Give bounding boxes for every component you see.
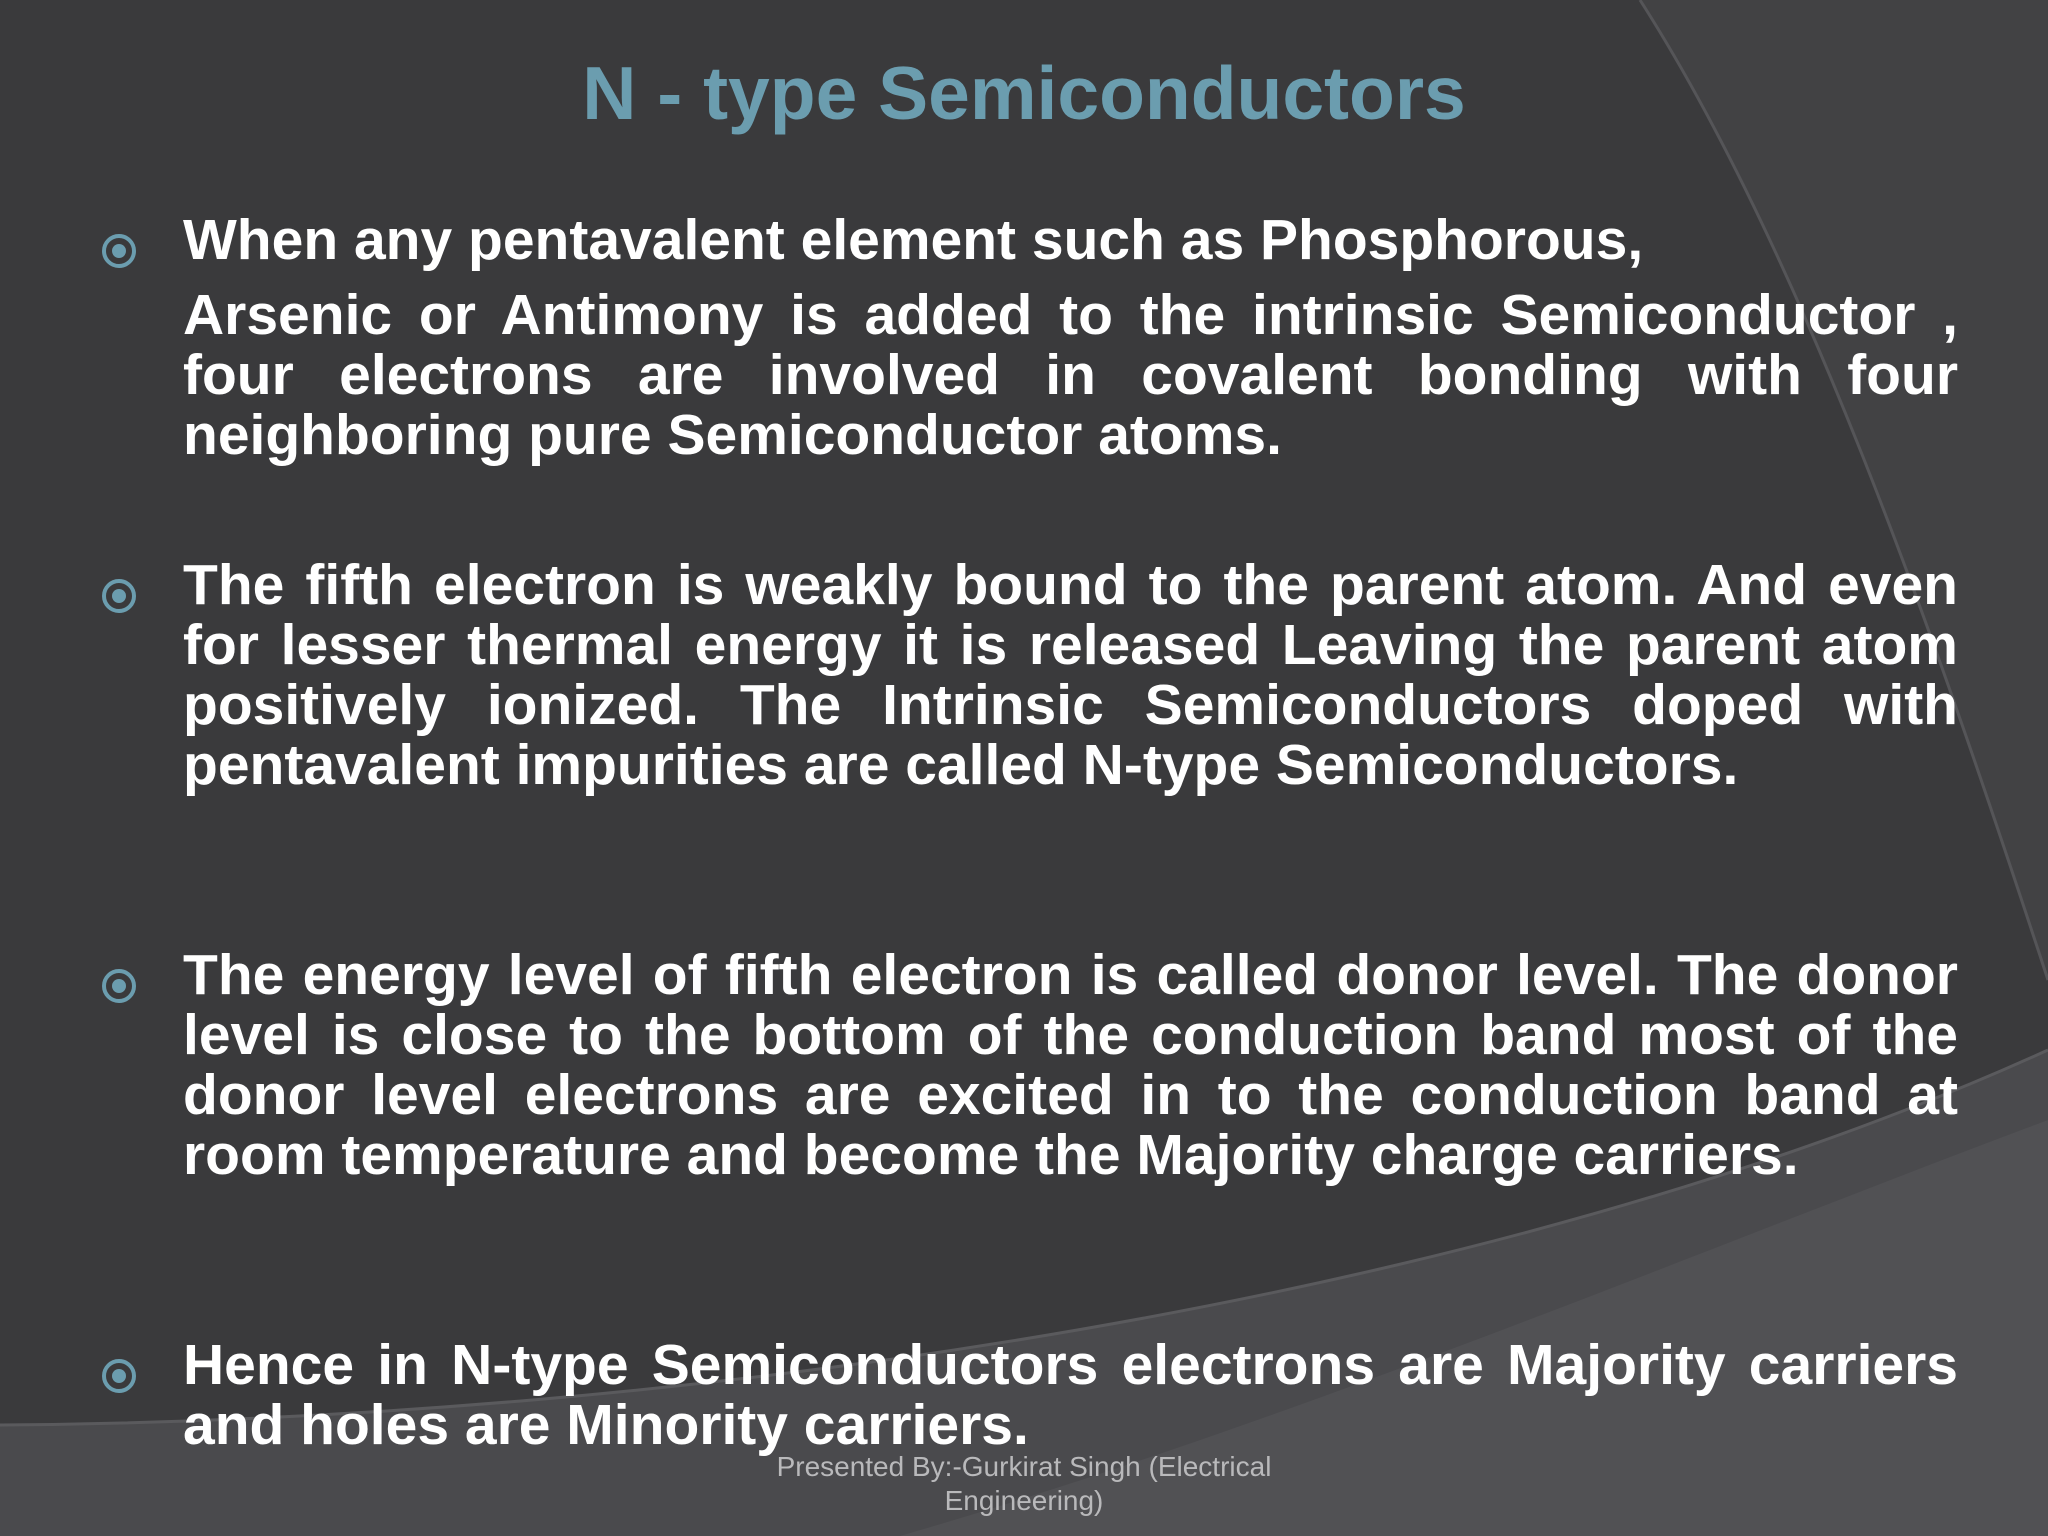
bullet-text: The energy level of fifth electron is called donor level. The donor level is close to the bottom of the conduction band most of the donor level electrons are excited in to the conduction band at room temperature and become the Majority charge carriers. xyxy=(183,943,1958,1187)
circled-dot-bullet-icon xyxy=(100,232,138,270)
circled-dot-bullet-icon xyxy=(100,967,138,1005)
bullet-text: The fifth electron is weakly bound to the parent atom. And even for lesser thermal energy it is released Leaving the parent atom positively ionized. The Intrinsic Semiconductors doped with pentavalent impurities are called N-type Semiconductors. xyxy=(183,553,1958,797)
bullet-text-first-line: When any pentavalent element such as Phosphorous, xyxy=(183,208,1644,272)
bullet-text xyxy=(183,210,1958,465)
presenter-footer: Presented By:-Gurkirat Singh (Electrical Engineering) xyxy=(776,1451,1272,1516)
circled-dot-bullet-icon xyxy=(100,1357,138,1395)
bullet-text: Hence in N-type Semiconductors electrons are Majority carriers and holes are Minority carriers. xyxy=(183,1333,1958,1457)
slide-title: N - type Semiconductors xyxy=(582,51,1466,135)
circled-dot-bullet-icon xyxy=(100,577,138,615)
bullet-text-rest: Arsenic or Antimony is added to the intrinsic Semiconductor , four electrons are involved in covalent bonding with four neighboring pure Semiconductor atoms. xyxy=(183,283,1958,467)
